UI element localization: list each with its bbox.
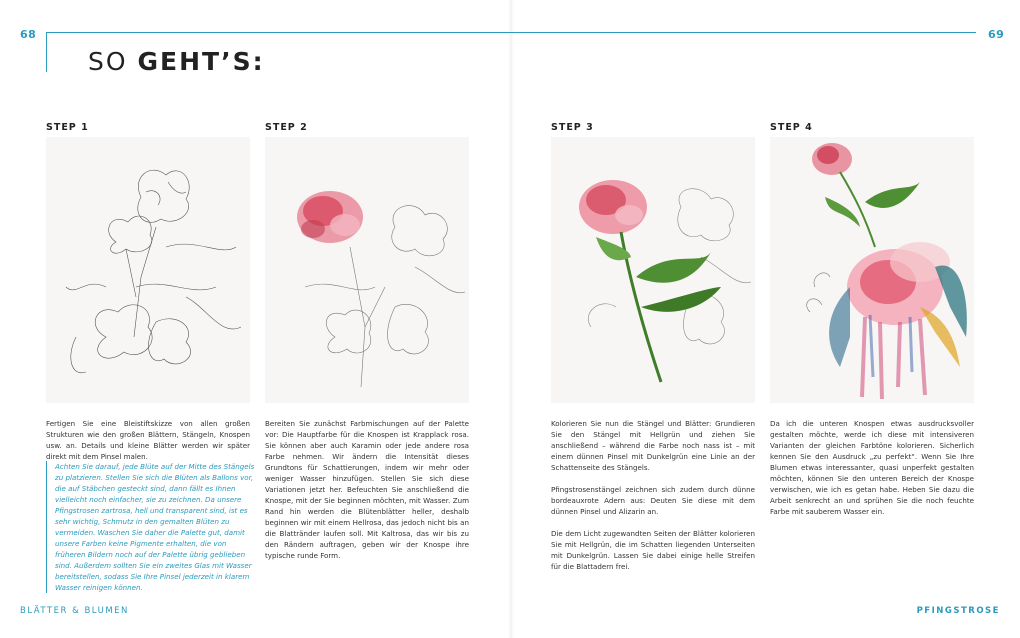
step-3-paragraph-3: Die dem Licht zugewandten Seiten der Blätter kolorieren Sie mit Hellgrün, die im Schatten liegenden Unterseiten mit Dunkelgrün. Lassen Sie dabei einige helle Streifen für die Blattadern frei.: [551, 529, 755, 571]
book-gutter-shadow: [508, 0, 514, 638]
step-3-label: STEP 3: [551, 122, 615, 138]
step-1-tip-note: Achten Sie darauf, jede Blüte auf der Mitte des Stängels zu platzieren. Stellen Sie sich die Blüten als Ballons vor, die auf Stäbchen gesteckt sind, dann fällt es Ihnen vielleicht noch einfacher, sie zu zeichnen. Da unsere Pfingstrosen zartrosa, hell und transparent sind, ist es sehr wichtig, Schmutz in den gemalten Blüten zu vermeiden. Waschen Sie daher die Palette gut, damit unsere Farben keine Pigmente erhalten, die von früheren Bildern noch auf der Palette übrig geblieben sind. Außerdem sollten Sie ein zweites Glas mit Wasser bereitstellen, sodass Sie Ihre Pinsel jederzeit in klarem Wasser reinigen können.: [46, 461, 255, 593]
page-number-left: 68: [20, 28, 37, 41]
step-2-image-pink-bud: [265, 137, 469, 403]
step-3-image-stem-leaves: [551, 137, 755, 403]
footer-section: PFINGSTROSE: [916, 606, 1000, 616]
step-3-paragraph-2: Pfingstrosenstängel zeichnen sich zudem durch dünne bordeauxrote Adern aus: Deuten Sie diese mit dem dünnen Pinsel und Alizarin an.: [551, 485, 755, 516]
step-2-text: Bereiten Sie zunächst Farbmischungen auf der Palette vor: Die Hauptfarbe für die Knospen ist Krapplack rosa. Sie können aber auch Karamin oder jede andere rosa Farbe nehmen. Wir ändern die Intensität dieses Grundtons für Schattierungen, indem wir mehr oder weniger Wasser hinzufügen. Stellen Sie sich diese Variationen jetzt her. Befeuchten Sie anschließend die Knospe, mit der Sie beginnen möchten, mit Wasser. Zum Rand hin werden die Blütenblätter heller, deshalb beginnen wir mit einem Hellrosa, das jedoch nicht bis an die Blattränder laufen soll. Mit Kaltrosa, das wir bis zu den Rändern auftragen, geben wir der Knospe ihre typische runde Form.: [265, 419, 469, 560]
step-4-text: Da ich die unteren Knospen etwas ausdrucksvoller gestalten möchte, werde ich diese mit intensiveren Varianten der gleichen Farbtöne kolorieren. Sicherlich kennen Sie den Ausdruck „zu perfekt“. Wenn Sie Ihre Blumen etwas interessanter, quasi unperfekt gestalten möchten, können Sie den unteren Bereich der Knospe verwischen, wie ich es getan habe. Heben Sie dazu die Arbeit senkrecht an und sprühen Sie die noch feuchte Farbe mit sauberem Wasser ein.: [770, 419, 974, 516]
step-3-text: [551, 418, 755, 572]
footer-chapter: BLÄTTER & BLUMEN: [20, 606, 129, 616]
step-4-label: STEP 4: [770, 122, 834, 138]
title-bold: GEHT’S:: [137, 47, 265, 76]
step-2-label: STEP 2: [265, 122, 329, 138]
step-1-text: Fertigen Sie eine Bleistiftskizze von allen großen Strukturen wie den großen Blättern, Stängeln, Knospen usw. an. Details und kleine Blätter werden wir später direkt mit dem Pinsel malen.: [46, 419, 250, 461]
header-rule: [46, 32, 976, 33]
step-1-label: STEP 1: [46, 122, 110, 138]
step-3-paragraph-1: Kolorieren Sie nun die Stängel und Blätter: Grundieren Sie den Stängel mit Hellgrün und ziehen Sie anschließend – während die Farbe noch nass ist – mit einem dünnen Pinsel mit Dunkelgrün eine Linie an der Schattenseite des Stängels.: [551, 419, 755, 472]
page-number-right: 69: [988, 28, 1005, 41]
header-vertical-rule: [46, 32, 47, 72]
page-title: [88, 47, 265, 76]
step-4-image-finished-painting: [770, 137, 974, 403]
step-1-image-pencil-sketch: [46, 137, 250, 403]
title-light: SO: [88, 47, 138, 76]
